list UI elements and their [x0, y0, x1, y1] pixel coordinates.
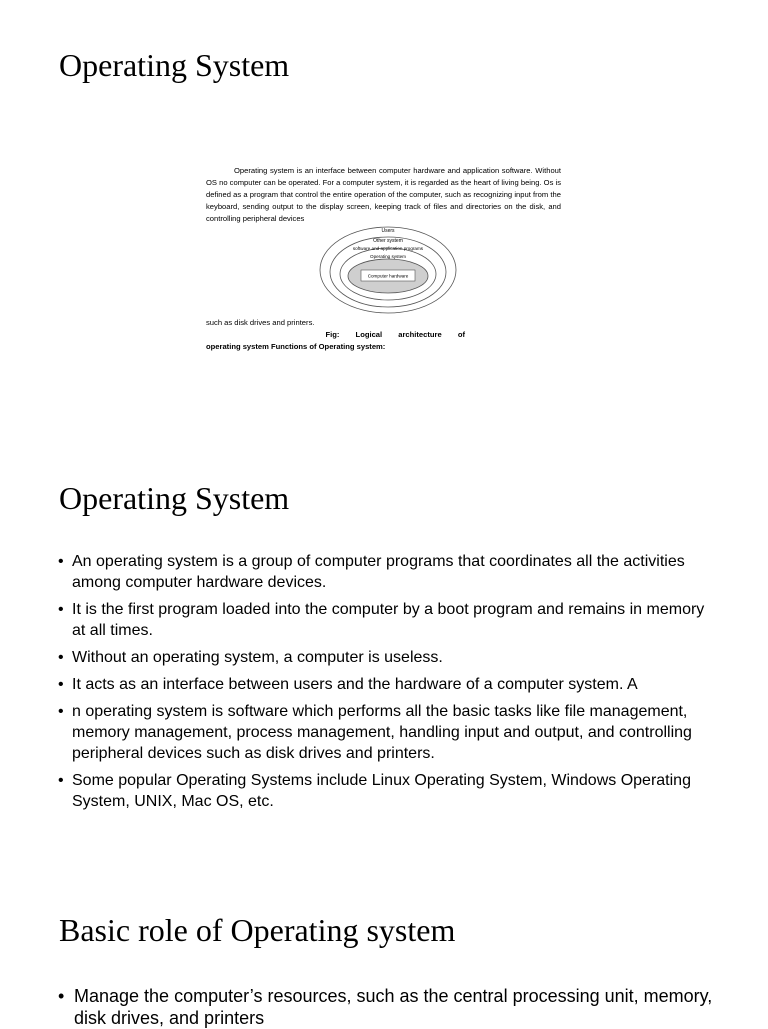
- layer-label-software: software and application programs: [352, 246, 424, 251]
- layer-label-hardware: Computer hardware: [367, 273, 409, 279]
- layer-label-os: Operating system: [370, 254, 406, 259]
- bullet-item: • Some popular Operating Systems include Linux Operating System, Windows Operating System, UNIX, Mac OS, etc.: [58, 770, 718, 812]
- bullet-item: • Manage the computer’s resources, such as the central processing unit, memory, disk drives, and printers: [58, 985, 718, 1029]
- bullet-item: • An operating system is a group of computer programs that coordinates all the activities among computer hardware devices.: [58, 551, 718, 593]
- bullet-item: • It is the first program loaded into the computer by a boot program and remains in memory at all times.: [58, 599, 718, 641]
- slide-2-bullet-list: [58, 551, 718, 818]
- layered-architecture-diagram: [318, 225, 458, 315]
- slide-3-bullet-list: [58, 985, 718, 1029]
- figure-tail-text: such as disk drives and printers.: [206, 318, 315, 327]
- layer-label-other-system: Other system: [373, 238, 403, 244]
- layer-label-users: Users: [381, 228, 395, 234]
- bullet-item: • Without an operating system, a computer is useless.: [58, 647, 718, 668]
- slide-3-title: Basic role of Operating system: [59, 912, 456, 948]
- bullet-item: • n operating system is software which performs all the basic tasks like file management, memory management, process management, handling input and output, and controlling peripheral devices such as disk drives and printers.: [58, 701, 718, 764]
- slide-2-title: Operating System: [59, 480, 290, 516]
- os-architecture-figure: [206, 165, 561, 353]
- slide-1-title: Operating System: [59, 47, 290, 83]
- figure-paragraph: Operating system is an interface between computer hardware and application software. Without OS no computer can be operated. For a computer system, it is regarded as the heart of living being. Os is defined as a program that control the entire operation of the computer, such as recognizing input from the keyboard, sending output to the display screen, keeping track of files and directories on the disk, and controlling peripheral devices: [206, 166, 561, 223]
- figure-caption-line-2: operating system Functions of Operating system:: [206, 342, 386, 351]
- bullet-item: • It acts as an interface between users and the hardware of a computer system. A: [58, 674, 718, 695]
- figure-caption-line-1: Fig: Logical architecture of: [325, 330, 465, 339]
